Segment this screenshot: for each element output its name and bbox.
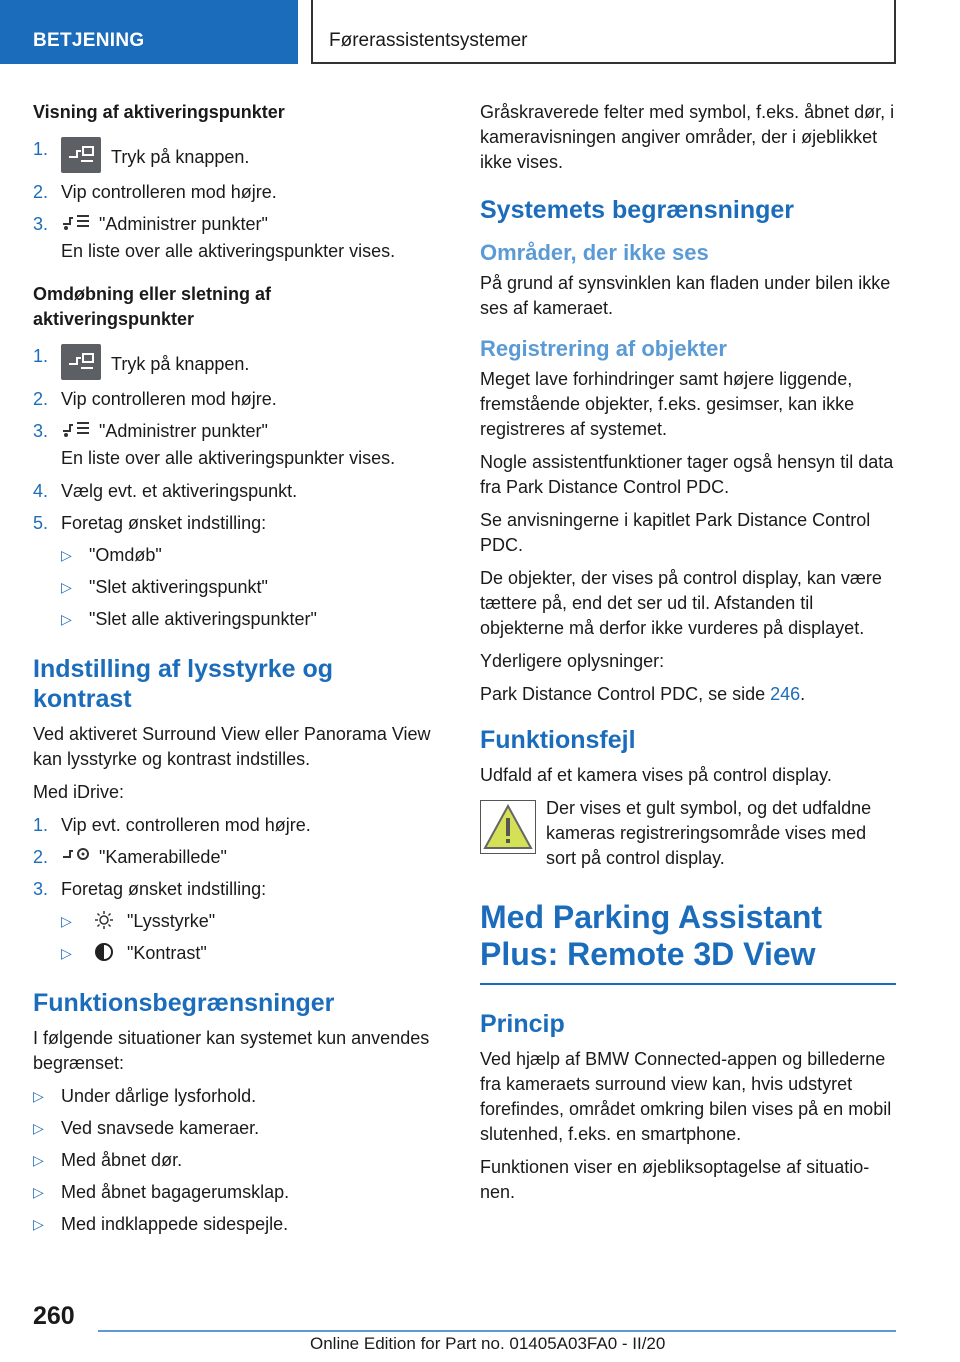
list-item: ▷ "Slet aktiveringspunkt" xyxy=(61,575,433,600)
section-tab: BETJENING xyxy=(0,0,298,64)
list-item: 3. "Administrer punkter" xyxy=(33,421,268,441)
triangle-bullet-icon: ▷ xyxy=(61,547,72,563)
heading-system-limits: Systemets begrænsninger xyxy=(480,196,794,224)
list-item: ▷ "Omdøb" xyxy=(61,543,433,568)
heading-remote-3d-view: Med Parking Assistant Plus: Remote 3D View xyxy=(480,899,896,985)
triangle-bullet-icon: ▷ xyxy=(33,1088,44,1104)
paragraph: På grund af synsvinklen kan fladen under bilen ikke ses af kameraet. xyxy=(480,273,891,318)
warning-triangle-icon xyxy=(480,800,536,854)
camera-button-icon xyxy=(61,344,101,380)
footer-divider xyxy=(98,1330,896,1332)
list-item: ▷ Under dårlige lysforhold. xyxy=(33,1084,433,1109)
list-item: ▷ "Lysstyrke" xyxy=(61,909,433,934)
triangle-bullet-icon: ▷ xyxy=(33,1120,44,1136)
paragraph: De objekter, der vises på control display, kan være tættere på, end det ser ud til. Afstanden til objekterne må derfor ikke vurderes på displayet. xyxy=(480,568,882,638)
triangle-bullet-icon: ▷ xyxy=(61,913,72,929)
paragraph: Nogle assistentfunktioner tager også hensyn til data fra Park Distance Control PDC. xyxy=(480,452,894,497)
triangle-bullet-icon: ▷ xyxy=(61,945,72,961)
warning-note: Der vises et gult symbol, og det udfaldne kameras registreringsområde vises med sort på control display. xyxy=(480,796,896,871)
heading-view-points: Visning af aktiveringspunkter xyxy=(33,102,285,122)
heading-malfunction: Funktionsfejl xyxy=(480,726,636,754)
heading-brightness: Indstilling af lysstyrke og kontrast xyxy=(33,655,334,713)
left-column xyxy=(33,100,433,1244)
list-item: 1. Tryk på knappen. xyxy=(33,137,433,173)
list-continuation: En liste over alle aktiveringspunkter vises. xyxy=(61,241,396,261)
triangle-bullet-icon: ▷ xyxy=(33,1216,44,1232)
list-item: ▷ Med indklappede sidespejle. xyxy=(33,1212,433,1237)
paragraph: Med iDrive: xyxy=(33,782,125,802)
triangle-bullet-icon: ▷ xyxy=(61,611,72,627)
list-item: 2. "Kamerabillede" xyxy=(33,847,227,867)
triangle-bullet-icon: ▷ xyxy=(61,579,72,595)
paragraph: Gråskraverede felter med symbol, f.eks. åbnet dør, i kameravisningen angiver områder, der i øjeblikket ikke vises. xyxy=(480,102,895,172)
list-item: 5. Foretag ønsket indstilling: xyxy=(33,513,267,533)
paragraph: Park Distance Control PDC, se side 246. xyxy=(480,684,806,704)
list-item: 2. Vip controlleren mod højre. xyxy=(33,389,277,409)
list-item: 3. Foretag ønsket indstilling: xyxy=(33,879,267,899)
list-item: 2. Vip controlleren mod højre. xyxy=(33,182,277,202)
triangle-bullet-icon: ▷ xyxy=(33,1152,44,1168)
list-continuation: En liste over alle aktiveringspunkter vises. xyxy=(61,448,396,468)
paragraph: Ved aktiveret Surround View eller Panorama View kan lysstyrke og kontrast indstilles. xyxy=(33,724,431,769)
manage-points-icon xyxy=(61,212,91,234)
list-item: 1. Vip evt. controlleren mod højre. xyxy=(33,815,311,835)
triangle-bullet-icon: ▷ xyxy=(33,1184,44,1200)
page-header xyxy=(0,0,960,66)
list-item: ▷ Med åbnet bagagerumsklap. xyxy=(33,1180,433,1205)
brightness-icon xyxy=(89,909,119,931)
page-link[interactable]: 246 xyxy=(770,684,801,704)
heading-limitations: Funktionsbegrænsninger xyxy=(33,989,335,1017)
list-item: 3. "Administrer punkter" xyxy=(33,214,268,234)
paragraph: Funktionen viser en øjebliksoptagelse af situationen. xyxy=(480,1157,870,1202)
list-item: ▷ "Slet alle aktiveringspunkter" xyxy=(61,607,433,632)
paragraph: Meget lave forhindringer samt højere liggende, fremstående objekter, f.eks. gesimser, kan ikke registreres af systemet. xyxy=(480,369,855,439)
list-item: ▷ "Kontrast" xyxy=(61,941,433,966)
heading-object-detection: Registrering af objekter xyxy=(480,336,727,361)
right-column xyxy=(480,100,896,1213)
paragraph: Yderligere oplysninger: xyxy=(480,651,665,671)
camera-settings-icon xyxy=(61,845,91,867)
heading-rename: Omdøbning eller sletning af aktiveringspunkter xyxy=(33,284,272,329)
manage-points-icon xyxy=(61,419,91,441)
heading-unseen-areas: Områder, der ikke ses xyxy=(480,240,709,265)
paragraph: Se anvisningerne i kapitlet Park Distance Control PDC. xyxy=(480,510,871,555)
list-item: ▷ Ved snavsede kameraer. xyxy=(33,1116,433,1141)
paragraph: Ved hjælp af BMW Connected-appen og billederne fra kameraets surround view kan, hvis udstyret forefindes, området omkring bilen vises på en mobil slutenhed, f.eks. en smartphone. xyxy=(480,1049,892,1144)
heading-principle: Princip xyxy=(480,1010,565,1038)
list-item: ▷ Med åbnet dør. xyxy=(33,1148,433,1173)
edition-footer: Online Edition for Part no. 01405A03FA0 - II/20 xyxy=(310,1334,666,1353)
chapter-title: Førerassistentsystemer xyxy=(311,0,896,64)
paragraph: Udfald af et kamera vises på control display. xyxy=(480,765,832,785)
list-item: 1. Tryk på knappen. xyxy=(33,344,433,380)
list-item: 4. Vælg evt. et aktiveringspunkt. xyxy=(33,481,298,501)
page-number: 260 xyxy=(33,1302,75,1330)
paragraph: I følgende situationer kan systemet kun anvendes begrænset: xyxy=(33,1028,430,1073)
camera-button-icon xyxy=(61,137,101,173)
contrast-icon xyxy=(89,941,119,963)
